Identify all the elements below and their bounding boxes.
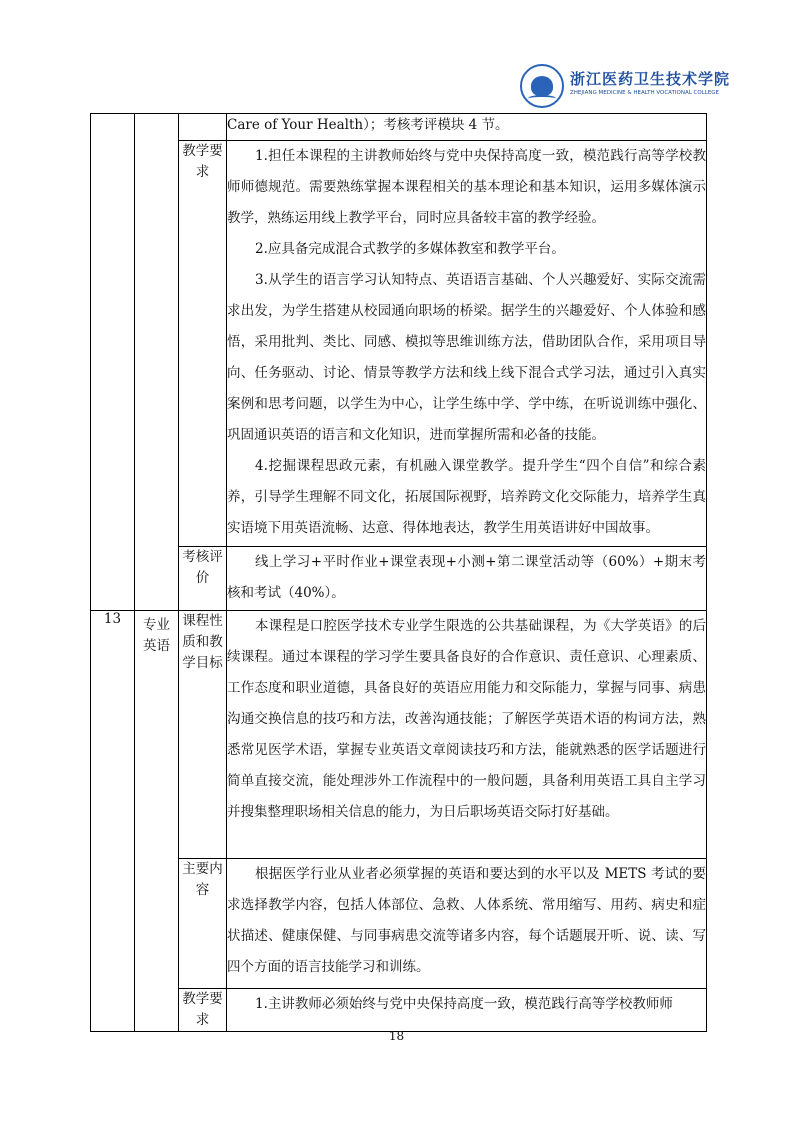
- row-number: 13: [91, 611, 135, 1032]
- teaching-req-cell-13: [227, 989, 707, 1032]
- paragraph: 4.挖掘课程思政元素，有机融入课堂教学。提升学生“四个自信”和综合素养，引导学生理解不同文化，拓展国际视野，培养跨文化交际能力，培养学生真实语境下用英语流畅、达意、得体地表达，教学生用英语讲好中国故事。: [227, 458, 706, 536]
- assessment-label: 考核评价: [179, 547, 227, 611]
- course-cell: [135, 114, 179, 611]
- teaching-req-label: 教学要求: [179, 141, 227, 547]
- school-emblem-icon: [520, 64, 564, 108]
- school-name: 浙江医药卫生技术学院: [570, 70, 731, 88]
- paragraph: 2.应具备完成混合式教学的多媒体教室和教学平台。: [255, 241, 565, 257]
- table-row: [91, 859, 707, 989]
- nature-cell: [227, 611, 707, 859]
- table-row: [91, 547, 707, 611]
- course-name: 专业英语: [135, 611, 179, 1032]
- table-row: [91, 141, 707, 547]
- paragraph: 1.主讲教师必须始终与党中央保持高度一致，模范践行高等学校教师师: [255, 996, 673, 1012]
- teaching-req-cell: [227, 141, 707, 547]
- table-row: [91, 989, 707, 1032]
- main-content-cell: [227, 859, 707, 989]
- content-label: 主要内容: [179, 859, 227, 989]
- paragraph: 3.从学生的语言学习认知特点、英语语言基础、个人兴趣爱好、实际交流需求出发，为学生搭建从校园通向职场的桥梁。据学生的兴趣爱好、个人体验和感悟，采用批判、类比、同感、模拟等思维训练方法，借助团队合作，采用项目导向、任务驱动、讨论、情景等教学方法和线上线下混合式学习法，通过引入真实案例和思考问题，以学生为中心，让学生练中学、学中练，在听说训练中强化、巩固通识英语的语言和文化知识，进而掌握所需和必备的技能。: [227, 272, 706, 443]
- paragraph: 根据医学行业从业者必须掌握的英语和要达到的水平以及 METS 考试的要求选择教学内容，包括人体部位、急救、人体系统、常用缩写、用药、病史和症状描述、健康保健、与同事病患交流等诸多内容，每个话题展开听、说、读、写四个方面的语言技能学习和训练。: [227, 866, 706, 975]
- school-name-en: ZHEJIANG MEDICINE & HEALTH VOCATIONAL COLLEGE: [570, 90, 720, 96]
- table-row: [91, 611, 707, 859]
- nature-label: 课程性质和教学目标: [179, 611, 227, 859]
- assessment-cell: [227, 547, 707, 611]
- page-number: 18: [388, 1029, 405, 1043]
- paragraph: 线上学习+平时作业+课堂表现+小测+第二课堂活动等（60%）+期末考核和考试（40%）。: [227, 554, 706, 601]
- table-row: [91, 114, 707, 141]
- content-cell: [227, 114, 707, 141]
- content-tail: Care of Your Health）；考核考评模块 4 节。: [227, 117, 509, 133]
- label-cell: [179, 114, 227, 141]
- paragraph: 本课程是口腔医学技术专业学生限选的公共基础课程，为《大学英语》的后续课程。通过本课程的学习学生要具备良好的合作意识、责任意识、心理素质、工作态度和职业道德，具备良好的英语应用能力和交际能力，掌握与同事、病患沟通交换信息的技巧和方法，改善沟通技能；了解医学英语术语的构词方法，熟悉常见医学术语，掌握专业英语文章阅读技巧和方法，能就熟悉的医学话题进行简单直接交流，能处理涉外工作流程中的一般问题，具备利用英语工具自主学习并搜集整理职场相关信息的能力，为日后职场英语交际打好基础。: [227, 618, 706, 820]
- school-logo: [520, 64, 731, 108]
- teaching-req-label-13: 教学要求: [179, 989, 227, 1032]
- number-cell: [91, 114, 135, 611]
- curriculum-table: [90, 113, 707, 1032]
- paragraph: 1.担任本课程的主讲教师始终与党中央保持高度一致，模范践行高等学校教师师德规范。需要熟练掌握本课程相关的基本理论和基本知识，运用多媒体演示教学，熟练运用线上教学平台，同时应具备较丰富的教学经验。: [227, 148, 706, 226]
